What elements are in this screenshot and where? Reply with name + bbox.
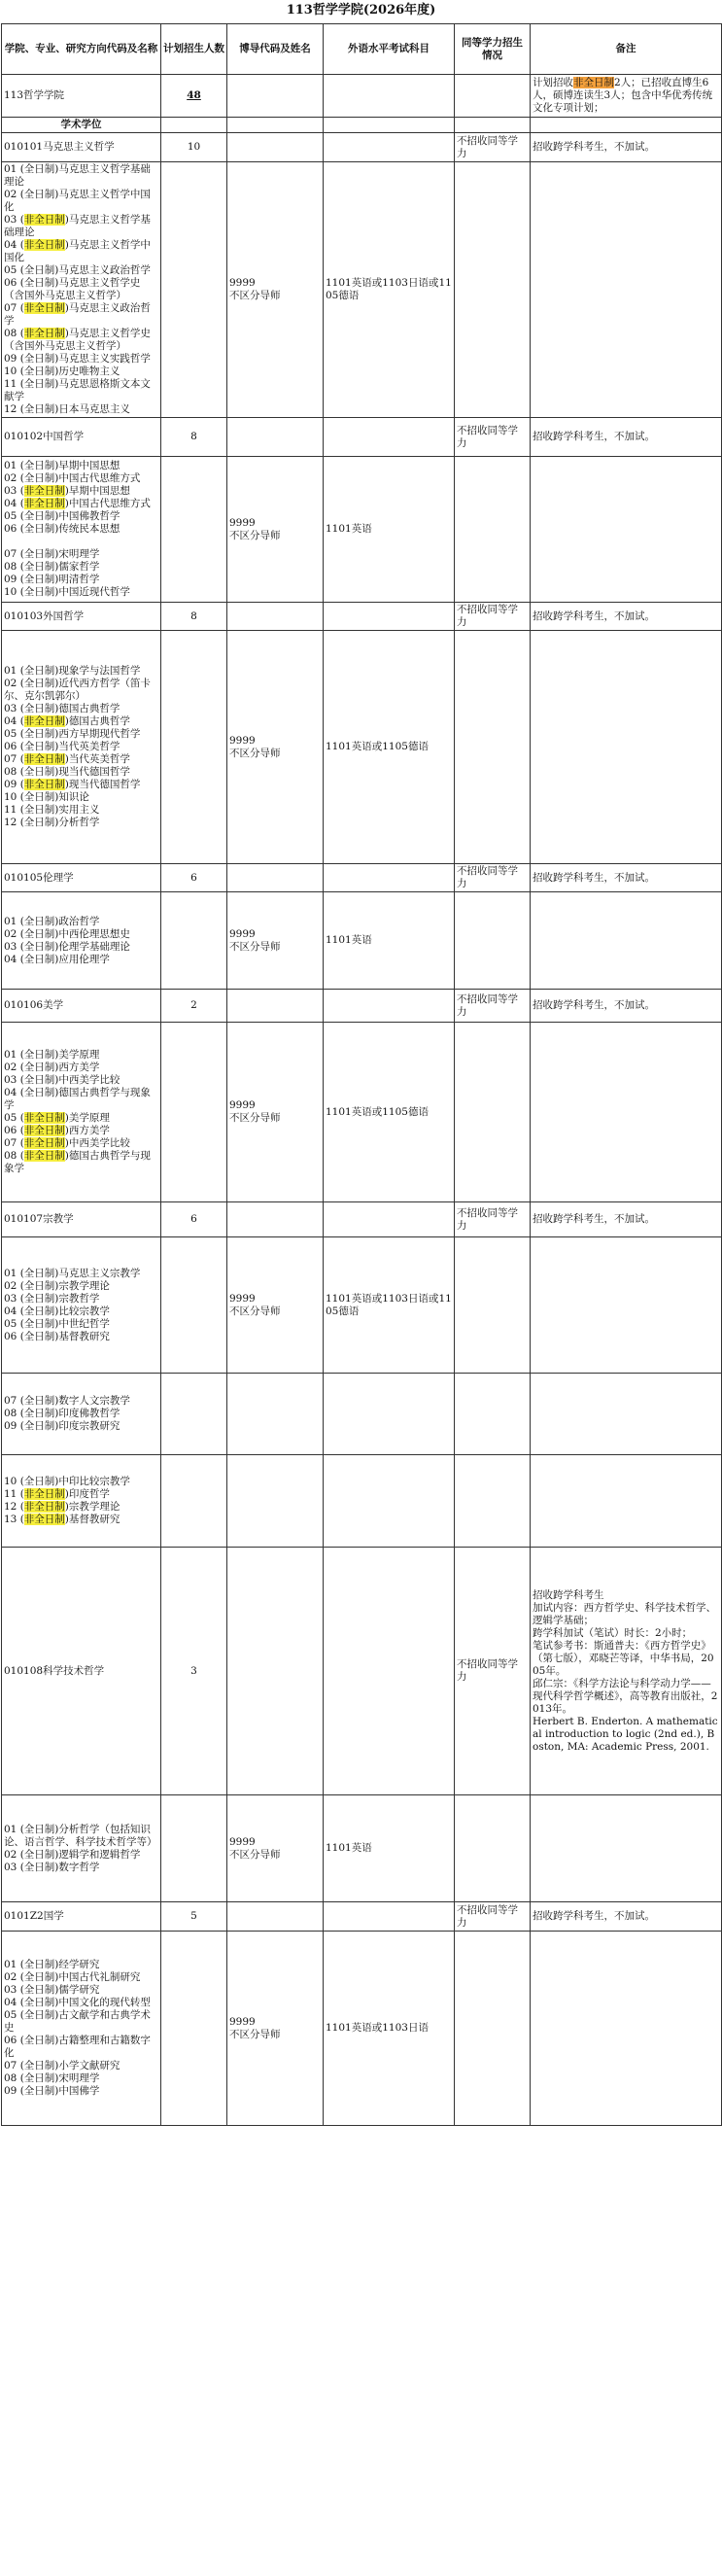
direction-item: 01 (全日制)早期中国思想: [4, 460, 120, 471]
college-row: [2, 75, 722, 118]
direction-item: 07 (非全日制)中西美学比较: [4, 1137, 130, 1149]
major-row: [2, 864, 722, 892]
direction-list: [2, 892, 161, 990]
header-note: 备注: [531, 24, 722, 75]
major-count: 2: [161, 990, 227, 1023]
equal-status: 不招收同等学力: [455, 1548, 531, 1795]
major-row: [2, 603, 722, 631]
major-row: [2, 990, 722, 1023]
direction-item: 01 (全日制)马克思主义哲学基础理论: [4, 163, 151, 188]
language-cell: 1101英语或1103日语: [324, 1932, 455, 2126]
direction-row: [2, 1795, 722, 1902]
direction-item: 06 (全日制)传统民本思想: [4, 523, 120, 535]
direction-item: 04 (非全日制)德国古典哲学: [4, 715, 130, 727]
direction-item: Herbert B. Enderton. A mathematical introduction to logic (2nd ed.), Boston, MA: Academic Press, 2001.: [533, 1715, 718, 1753]
direction-item: 08 (非全日制)马克思主义哲学史（含国外马克思主义哲学）: [4, 328, 151, 352]
direction-item: 03 (全日制)宗教哲学: [4, 1292, 100, 1305]
direction-item: 01 (全日制)现象学与法国哲学: [4, 665, 141, 677]
direction-list: [2, 1795, 161, 1902]
major-count: 8: [161, 603, 227, 631]
part-time-highlight: 非全日制: [23, 1488, 65, 1500]
direction-item: 12 (全日制)分析哲学: [4, 817, 100, 828]
cross-note: 招收跨学科考生，不加试。: [531, 418, 722, 457]
major-count: 5: [161, 1902, 227, 1932]
language-cell: 1101英语: [324, 892, 455, 990]
part-time-highlight: 非全日制: [23, 302, 65, 314]
direction-item: 07 (全日制)数字人文宗教学: [4, 1395, 130, 1407]
direction-item: 09 (全日制)明清哲学: [4, 574, 100, 585]
part-time-highlight: 非全日制: [23, 1514, 65, 1525]
enrollment-table: [1, 23, 722, 2126]
direction-item: 03 (全日制)德国古典哲学: [4, 703, 120, 714]
direction-item: 05 (全日制)中国佛教哲学: [4, 510, 120, 522]
direction-item: 08 (全日制)儒家哲学: [4, 561, 100, 573]
direction-item: 02 (全日制)中国古代礼制研究: [4, 1971, 141, 1983]
language-cell: 1101英语: [324, 457, 455, 603]
college-name: 113哲学学院: [2, 75, 161, 118]
cross-note: 招收跨学科考生，不加试。: [531, 864, 722, 892]
direction-item: 04 (全日制)德国古典哲学与现象学: [4, 1087, 151, 1111]
advisor-cell: 9999 不区分导师: [227, 892, 324, 990]
header-major: 学院、专业、研究方向代码及名称: [2, 24, 161, 75]
direction-item: 02 (全日制)近代西方哲学（笛卡尔、克尔凯郭尔）: [4, 678, 151, 702]
cross-note: 招收跨学科考生，不加试。: [531, 133, 722, 162]
direction-item: 05 (全日制)中世纪哲学: [4, 1317, 110, 1330]
direction-item: 06 (全日制)马克思主义哲学史（含国外马克思主义哲学）: [4, 277, 141, 301]
direction-row: [2, 892, 722, 990]
major-name: 010103外国哲学: [2, 603, 161, 631]
direction-item: 11 (全日制)实用主义: [4, 804, 100, 816]
direction-item: 03 (全日制)伦理学基础理论: [4, 940, 130, 953]
direction-item: 07 (非全日制)马克思主义政治哲学: [4, 302, 151, 327]
direction-item: 04 (全日制)中国文化的现代转型: [4, 1997, 151, 2008]
major-row: [2, 133, 722, 162]
direction-list: [2, 457, 161, 603]
direction-item: 01 (全日制)经学研究: [4, 1959, 100, 1970]
direction-item: 01 (全日制)分析哲学（包括知识论、语言哲学、科学技术哲学等）: [4, 1823, 157, 1848]
direction-item: 05 (全日制)古文献学和古典学术史: [4, 2009, 151, 2034]
direction-item: 03 (全日制)儒学研究: [4, 1984, 100, 1996]
direction-item: 04 (非全日制)马克思主义哲学中国化: [4, 239, 151, 263]
part-time-highlight: 非全日制: [23, 1137, 65, 1149]
major-row: [2, 418, 722, 457]
advisor-cell: 9999 不区分导师: [227, 1237, 324, 1374]
direction-item: 04 (全日制)比较宗教学: [4, 1305, 110, 1317]
direction-item: 07 (非全日制)当代英美哲学: [4, 753, 130, 765]
college-count: 48: [161, 75, 227, 118]
direction-item: 06 (非全日制)西方美学: [4, 1125, 110, 1136]
major-row: [2, 1202, 722, 1237]
part-time-highlight: 非全日制: [23, 1501, 65, 1513]
direction-row: [2, 457, 722, 603]
direction-item: 06 (全日制)当代英美哲学: [4, 741, 120, 752]
page-title: 113哲学学院(2026年度): [286, 3, 436, 17]
header-count: 计划招生人数: [161, 24, 227, 75]
direction-row: [2, 1455, 722, 1548]
advisor-cell: 9999 不区分导师: [227, 162, 324, 418]
advisor-cell: 9999 不区分导师: [227, 1023, 324, 1202]
direction-list: [2, 162, 161, 418]
direction-list: [2, 1932, 161, 2126]
part-time-highlight: 非全日制: [23, 779, 65, 790]
cross-note: 招收跨学科考生，不加试。: [531, 1202, 722, 1237]
direction-item: 02 (全日制)宗教学理论: [4, 1279, 110, 1292]
header-row: [2, 24, 722, 75]
advisor-cell: 9999 不区分导师: [227, 1932, 324, 2126]
language-cell: 1101英语或1105德语: [324, 631, 455, 864]
equal-status: 不招收同等学力: [455, 1202, 531, 1237]
cross-note: 招收跨学科考生，不加试。: [531, 603, 722, 631]
part-time-highlight: 非全日制: [23, 328, 65, 339]
direction-item: 03 (非全日制)马克思主义哲学基础理论: [4, 214, 151, 238]
direction-item: 12 (非全日制)宗教学理论: [4, 1501, 120, 1513]
equal-status: 不招收同等学力: [455, 1902, 531, 1932]
language-cell: 1101英语或1105德语: [324, 1023, 455, 1202]
direction-row: [2, 1237, 722, 1374]
language-cell: 1101英语或1103日语或1105德语: [324, 1237, 455, 1374]
direction-list: [2, 1237, 161, 1374]
direction-item: 07 (全日制)宋明理学: [4, 548, 100, 560]
direction-item: 09 (全日制)印度宗教研究: [4, 1420, 120, 1432]
direction-row: [2, 162, 722, 418]
part-time-highlight: 非全日制: [23, 1125, 65, 1136]
major-name: 010102中国哲学: [2, 418, 161, 457]
direction-item: 02 (全日制)中西伦理思想史: [4, 927, 130, 940]
direction-item: 06 (全日制)基督教研究: [4, 1330, 110, 1342]
major-count: 6: [161, 1202, 227, 1237]
major-count: 8: [161, 418, 227, 457]
equal-status: 不招收同等学力: [455, 603, 531, 631]
major-count: 3: [161, 1548, 227, 1795]
direction-item: 07 (全日制)小学文献研究: [4, 2060, 120, 2071]
direction-item: 05 (全日制)马克思主义政治哲学: [4, 264, 151, 276]
header-advisor: 博导代码及姓名: [227, 24, 324, 75]
part-time-highlight: 非全日制: [23, 1150, 65, 1162]
direction-item: 04 (全日制)应用伦理学: [4, 953, 110, 965]
direction-item: 01 (全日制)马克思主义宗教学: [4, 1267, 141, 1279]
part-time-highlight: 非全日制: [23, 753, 65, 765]
direction-item: 03 (全日制)中西美学比较: [4, 1074, 120, 1086]
direction-item: 02 (全日制)逻辑学和逻辑哲学: [4, 1848, 141, 1861]
direction-list: [2, 631, 161, 864]
major-row: [2, 1902, 722, 1932]
advisor-cell: 9999 不区分导师: [227, 457, 324, 603]
direction-item: 12 (全日制)日本马克思主义: [4, 403, 130, 415]
direction-item: 11 (全日制)马克思恩格斯文本文献学: [4, 378, 151, 402]
equal-status: 不招收同等学力: [455, 418, 531, 457]
direction-item: 招收跨学科考生: [533, 1588, 604, 1601]
direction-item: 08 (非全日制)德国古典哲学与现象学: [4, 1150, 151, 1174]
part-time-highlight: 非全日制: [573, 77, 614, 88]
part-time-highlight: 非全日制: [23, 214, 65, 226]
direction-item: 11 (非全日制)印度哲学: [4, 1488, 110, 1500]
major-name: 010105伦理学: [2, 864, 161, 892]
direction-item: 01 (全日制)美学原理: [4, 1049, 100, 1061]
major-name: 010106美学: [2, 990, 161, 1023]
direction-item: 08 (全日制)宋明理学: [4, 2072, 100, 2084]
advisor-cell: 9999 不区分导师: [227, 1795, 324, 1902]
direction-item: 03 (非全日制)早期中国思想: [4, 485, 130, 497]
direction-row: [2, 1023, 722, 1202]
equal-status: 不招收同等学力: [455, 864, 531, 892]
direction-item: 09 (全日制)中国佛学: [4, 2085, 100, 2097]
direction-item: 09 (非全日制)现当代德国哲学: [4, 779, 141, 790]
major-name: 010107宗教学: [2, 1202, 161, 1237]
major-name: 0101Z2国学: [2, 1902, 161, 1932]
equal-status: 不招收同等学力: [455, 133, 531, 162]
direction-item: 04 (非全日制)中国古代思维方式: [4, 498, 151, 509]
cross-note: 招收跨学科考生，不加试。: [531, 990, 722, 1023]
direction-item: 02 (全日制)马克思主义哲学中国化: [4, 189, 151, 213]
direction-item: 02 (全日制)西方美学: [4, 1062, 100, 1073]
part-time-highlight: 非全日制: [23, 1112, 65, 1124]
part-time-highlight: 非全日制: [23, 498, 65, 509]
direction-item: 邱仁宗：《科学方法论与科学动力学——现代科学哲学概述》，高等教育出版社，2013年。: [533, 1677, 718, 1715]
direction-item: 05 (全日制)西方早期现代哲学: [4, 728, 141, 740]
direction-item: 02 (全日制)中国古代思维方式: [4, 472, 141, 484]
direction-item: 05 (非全日制)美学原理: [4, 1112, 110, 1124]
section-label: 学术学位: [2, 118, 161, 133]
part-time-highlight: 非全日制: [23, 715, 65, 727]
direction-list: [2, 1023, 161, 1202]
cross-note: 招收跨学科考生，不加试。: [531, 1902, 722, 1932]
direction-item: 08 (全日制)印度佛教哲学: [4, 1408, 120, 1419]
direction-item: 10 (全日制)历史唯物主义: [4, 366, 120, 377]
major-count: 10: [161, 133, 227, 162]
college-note: 计划招收非全日制2人；已招收直博生6人，硕博连读生3人；包含中华优秀传统文化专项计划；: [531, 75, 722, 118]
header-equal: 同等学力招生情况: [455, 24, 531, 75]
direction-item: 03 (全日制)数字哲学: [4, 1861, 100, 1873]
section-row: [2, 118, 722, 133]
direction-item: 10 (全日制)知识论: [4, 791, 89, 803]
direction-item: 09 (全日制)马克思主义实践哲学: [4, 353, 151, 365]
direction-row: [2, 1374, 722, 1455]
equal-status: 不招收同等学力: [455, 990, 531, 1023]
advisor-cell: 9999 不区分导师: [227, 631, 324, 864]
direction-item: 10 (全日制)中国近现代哲学: [4, 586, 130, 598]
major-name: 010108科学技术哲学: [2, 1548, 161, 1795]
direction-list: [2, 1455, 161, 1548]
exam-note: [531, 1548, 722, 1795]
part-time-highlight: 非全日制: [23, 485, 65, 497]
major-name: 010101马克思主义哲学: [2, 133, 161, 162]
direction-item: 01 (全日制)政治哲学: [4, 915, 100, 927]
language-cell: 1101英语: [324, 1795, 455, 1902]
direction-item: 13 (非全日制)基督教研究: [4, 1514, 120, 1525]
direction-item: 跨学科加试（笔试）时长：2小时；: [533, 1626, 693, 1639]
direction-item: 加试内容：西方哲学史、科学技术哲学、逻辑学基础；: [533, 1601, 716, 1626]
direction-list: [2, 1374, 161, 1455]
direction-row: [2, 1932, 722, 2126]
major-count: 6: [161, 864, 227, 892]
direction-row: [2, 631, 722, 864]
direction-item: 10 (全日制)中印比较宗教学: [4, 1476, 130, 1487]
direction-item: 06 (全日制)古籍整理和古籍数字化: [4, 2035, 151, 2059]
part-time-highlight: 非全日制: [23, 239, 65, 251]
direction-item: 08 (全日制)现当代德国哲学: [4, 766, 130, 778]
major-row: [2, 1548, 722, 1795]
language-cell: 1101英语或1103日语或1105德语: [324, 162, 455, 418]
direction-item: 笔试参考书：斯通普夫：《西方哲学史》（第七版），邓晓芒等译，中华书局，2005年。: [533, 1639, 714, 1677]
header-language: 外语水平考试科目: [324, 24, 455, 75]
